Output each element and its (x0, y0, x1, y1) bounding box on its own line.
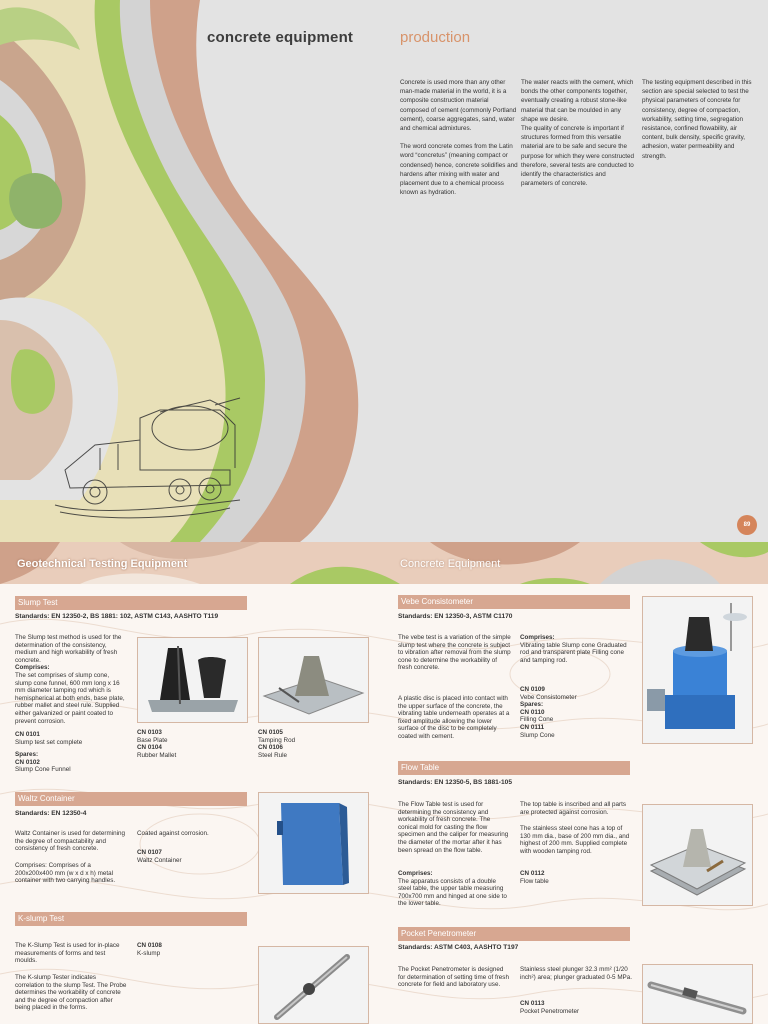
flow-description-right-2: The stainless steel cone has a top of 130 mm dia., base of 200 mm dia., and highest of 200 mm. Supplied complete with wooden tamping rod. (520, 825, 630, 855)
product-name: Slump Cone (520, 731, 555, 739)
intro-paragraph: The quality of concrete is important if structures formed from this versatile material are to be safe and secure the purpose for which they were constructed therefore, several tests are conducted to identify the characteristics and parameters of concrete. (521, 125, 635, 188)
product-cn0112 (520, 870, 549, 885)
product-name: Base Plate (137, 736, 168, 744)
spares-label: Spares: (15, 751, 39, 758)
product-cn0109 (520, 686, 577, 739)
product-code: CN 0103 (137, 729, 162, 736)
vebe-comprises-text: Vibrating table Slump cone Graduated rod and transparent plate Filling cone and tamping rod. (520, 641, 627, 664)
section-header-k-slump-test: K-slump Test (15, 912, 247, 926)
flow-comprises (398, 870, 511, 908)
intro-paragraph: Concrete is used more than any other man-made material in the world, it is a composite construction material composed of cement (commonly Portland cement), coarse aggregates, sand, water and chemical admixtures. (400, 79, 517, 133)
section-header-waltz-container: Waltz Container (15, 792, 247, 806)
product-cn0108 (137, 942, 162, 957)
standards-flow: Standards: EN 12350-5, BS 1881-105 (398, 779, 512, 786)
vebe-description-1: The vebe test is a variation of the simple slump test where the concrete is subject to vibration after removal from the slump cone to determine the workability of fresh concrete. (398, 634, 511, 672)
slump-comprises-label: Comprises: (15, 664, 50, 672)
flow-comprises-label: Comprises: (398, 870, 433, 877)
standards-pocket: Standards: ASTM C403, AASHTO T197 (398, 944, 519, 951)
product-code: CN 0110 (520, 708, 545, 716)
product-code: CN 0106 (258, 744, 283, 752)
vebe-comprises-label: Comprises: (520, 634, 555, 641)
product-code: CN 0108 (137, 942, 162, 949)
page-subtitle: production (400, 29, 471, 46)
standards-waltz: Standards: EN 12350-4 (15, 810, 87, 817)
intro-column-3 (642, 78, 760, 170)
page-title: concrete equipment (207, 29, 354, 46)
product-cn0113 (520, 1000, 579, 1015)
k-slump-photo (258, 946, 369, 1024)
product-code: CN 0113 (520, 1000, 545, 1007)
intro-paragraph: The word concrete comes from the Latin word “concretus” (meaning compact or condensed) hence, concrete solidifies and hardens after mixing with water and placement due to a chemical process known as hydration. (400, 143, 518, 197)
product-name: Steel Rule (258, 751, 288, 759)
waltz-description: Waltz Container is used for determining the degree of compactability and consistency of fresh concrete. (15, 830, 126, 853)
product-cn0103-cn0104 (137, 729, 176, 759)
waltz-container-photo (258, 792, 369, 894)
pocket-penetrometer-photo (642, 964, 753, 1024)
flow-table-photo (642, 804, 753, 906)
product-name: Waltz Container (137, 856, 182, 864)
section-header-pocket-penetrometer: Pocket Penetrometer (398, 927, 630, 941)
product-code: CN 0102 (15, 758, 40, 766)
section-header-vebe-consistometer: Vebe Consistometer (398, 595, 630, 609)
product-code: CN 0111 (520, 723, 545, 731)
spares-label: Spares: (520, 701, 544, 709)
product-cn0101 (15, 731, 82, 746)
band-right-title: Concrete Equipment (400, 558, 501, 570)
intro-column-1 (400, 78, 518, 206)
waltz-coated-note: Coated against corrosion. (137, 830, 209, 837)
base-plate-photo (258, 637, 369, 723)
product-name: Slump Cone Funnel (15, 766, 71, 774)
vebe-comprises (520, 634, 632, 664)
product-name: K-slump (137, 949, 161, 957)
slump-set-photo (137, 637, 248, 723)
catalogue-page (0, 584, 768, 1024)
page-number-badge: 89 (737, 515, 757, 535)
section-header-slump-test: Slump Test (15, 596, 247, 610)
flow-description-right-1: The top table is inscribed and all parts are protected against corrosion. (520, 801, 627, 816)
slump-desc-text: The Slump test method is used for the determination of the consistency, medium and high workability of fresh concrete. (15, 634, 122, 664)
flow-description: The Flow Table test is used for determining the consistency and workability of fresh concrete. The conical mold for casting the flow specimen and the caliper for measuring the diameter of the mortar after it has been spread on the flow table. (398, 801, 509, 854)
product-code: CN 0109 (520, 686, 545, 693)
kslump-description-1: The K-Slump Test is used for in-place measurements of forms and test moulds. (15, 942, 120, 965)
standards-slump: Standards: EN 12350-2, BS 1881: 102, ASTM C143, AASHTO T119 (15, 613, 219, 620)
vebe-consistometer-photo (642, 596, 753, 744)
slump-comprises-text: The set comprises of slump cone, slump cone funnel, 600 mm long x 16 mm diameter tamping rod which is hemispherical at both ends, base plate, rubber mallet and steel rule. Supplied either galvanized or paint coated to prevent corrosion. (15, 671, 125, 725)
intro-paragraph: The water reacts with the cement, which bonds the other components together, eventually creating a robust stone-like material that can be moulded in any shape we desire. (521, 79, 634, 123)
product-name: Filling Cone (520, 716, 554, 724)
vebe-description-2: A plastic disc is placed into contact with the upper surface of the concrete, the vibrating table underneath operates at a fixed amplitude allowing the lower surface of the disc to be completely coated with cement. (398, 695, 510, 740)
product-name: Rubber Mallet (137, 751, 177, 759)
kslump-description-2: The K-slump Tester indicates correlation to the slump Test. The Probe determines the workability of concrete and the degree of compaction after being placed in the forms. (15, 974, 127, 1012)
flow-comprises-text: The apparatus consists of a double steel table, the upper table measuring 700x700 mm and hinged at one side to the lower table. (398, 877, 507, 908)
product-code: CN 0107 (137, 849, 162, 856)
product-code: CN 0105 (258, 729, 283, 736)
standards-vebe: Standards: EN 12350-3, ASTM C1170 (398, 613, 513, 620)
section-header-flow-table: Flow Table (398, 761, 630, 775)
slump-description (15, 634, 127, 725)
product-cn0107 (137, 849, 182, 864)
product-name: Tamping Rod (258, 736, 296, 744)
product-name: Slump test set complete (15, 738, 83, 746)
product-name: Vebe Consistometer (520, 693, 577, 701)
product-code: CN 0104 (137, 744, 162, 752)
intro-paragraph: The testing equipment described in this section are special selected to test the physical parameters of concrete for consistency, degree of compaction, workability, setting time, segregation resistance, confined flowability, air content, bulk density, specific gravity, adhesion, water permeability and strength. (642, 79, 752, 160)
product-cn0105-cn0106 (258, 729, 295, 759)
pocket-spec: Stainless steel plunger 32.3 mm² (1/20 inch²) area; plunger graduated 0-5 MPa. (520, 966, 633, 981)
product-code: CN 0101 (15, 731, 40, 738)
product-cn0102 (15, 751, 71, 774)
product-code: CN 0112 (520, 870, 545, 877)
product-name: Pocket Penetrometer (520, 1007, 580, 1015)
product-name: Flow table (520, 877, 549, 885)
waltz-comprises: Comprises: Comprises of a 200x200x400 mm (w x d x h) metal container with two carrying handles. (15, 862, 116, 885)
pocket-description: The Pocket Penetrometer is designed for determination of setting time of fresh concrete for field and laboratory use. (398, 966, 509, 989)
band-left-title: Geotechnical Testing Equipment (17, 558, 188, 570)
intro-column-2 (521, 78, 639, 197)
